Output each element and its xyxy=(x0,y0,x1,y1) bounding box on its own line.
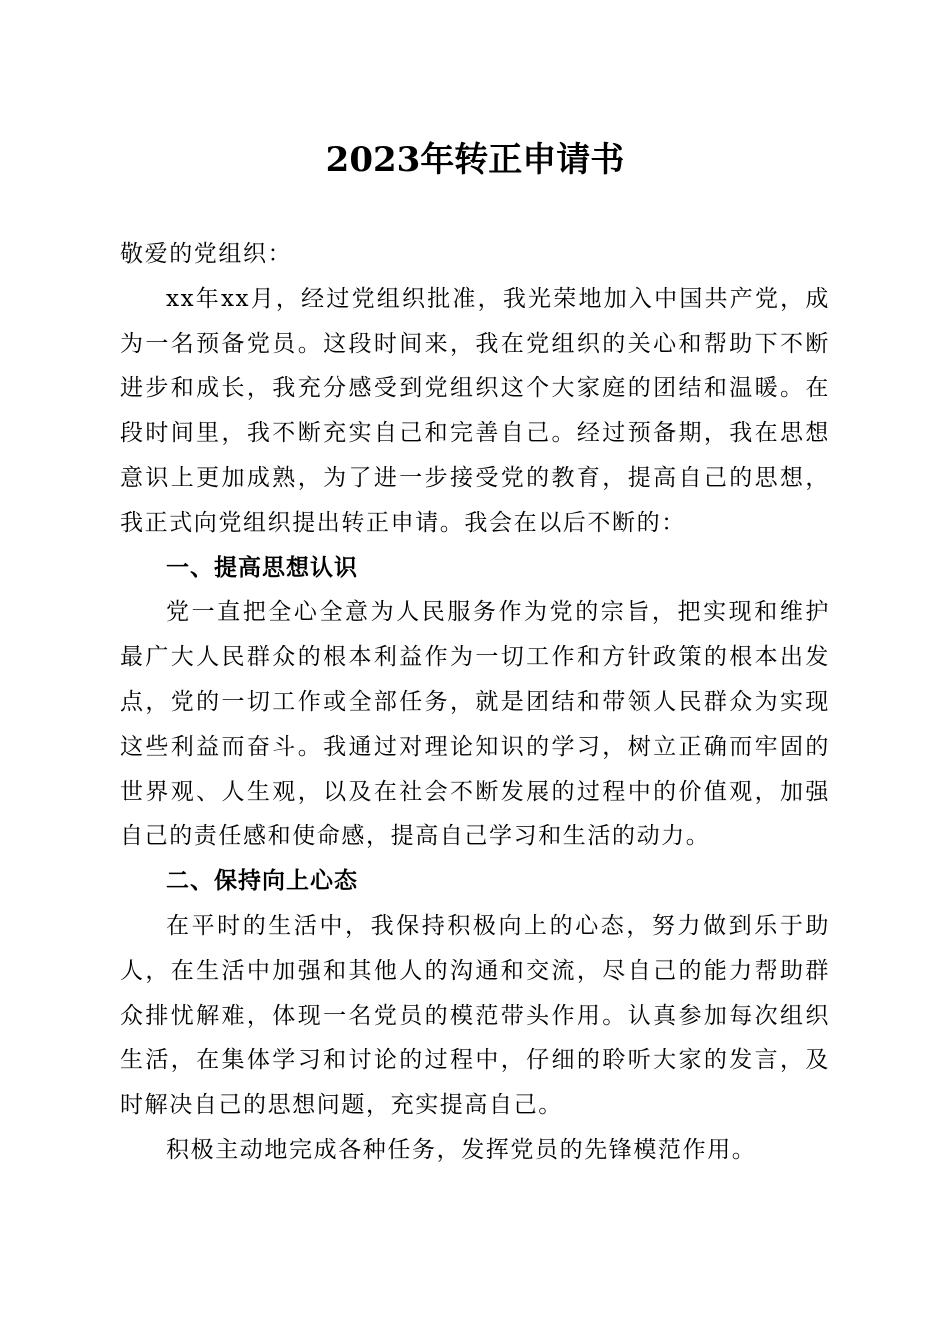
section-heading-2: 二、保持向上心态 xyxy=(166,868,358,895)
section-heading-1: 一、提高思想认识 xyxy=(166,554,358,581)
document-body xyxy=(120,232,830,1173)
salutation: 敬爱的党组织： xyxy=(120,241,293,267)
document-title: 2023年转正申请书 xyxy=(325,140,625,180)
intro-paragraph: xx年xx月，经过党组织批准，我光荣地加入中国共产党，成为一名预备党员。这段时间来，我在党组织的关心和帮助下不断进步和成长，我充分感受到党组织这个大家庭的团结和温暖。在段时间里，我不断充实自己和完善自己。经过预备期，我在思想意识上更加成熟，为了进一步接受党的教育，提高自己的思想，我正式向党组织提出转正申请。我会在以后不断的： xyxy=(120,285,830,536)
section-1-paragraph: 党一直把全心全意为人民服务作为党的宗旨，把实现和维护最广大人民群众的根本利益作为一切工作和方针政策的根本出发点，党的一切工作或全部任务，就是团结和带领人民群众为实现这些利益而奋斗。我通过对理论知识的学习，树立正确而牢固的世界观、人生观，以及在社会不断发展的过程中的价值观，加强自己的责任感和使命感，提高自己学习和生活的动力。 xyxy=(120,599,830,850)
section-2-paragraph: 在平时的生活中，我保持积极向上的心态，努力做到乐于助人，在生活中加强和其他人的沟通和交流，尽自己的能力帮助群众排忧解难，体现一名党员的模范带头作用。认真参加每次组织生活，在集体学习和讨论的过程中，仔细的聆听大家的发言，及时解决自己的思想问题，充实提高自己。 xyxy=(120,912,830,1119)
closing-paragraph: 积极主动地完成各种任务，发挥党员的先锋模范作用。 xyxy=(166,1136,757,1163)
